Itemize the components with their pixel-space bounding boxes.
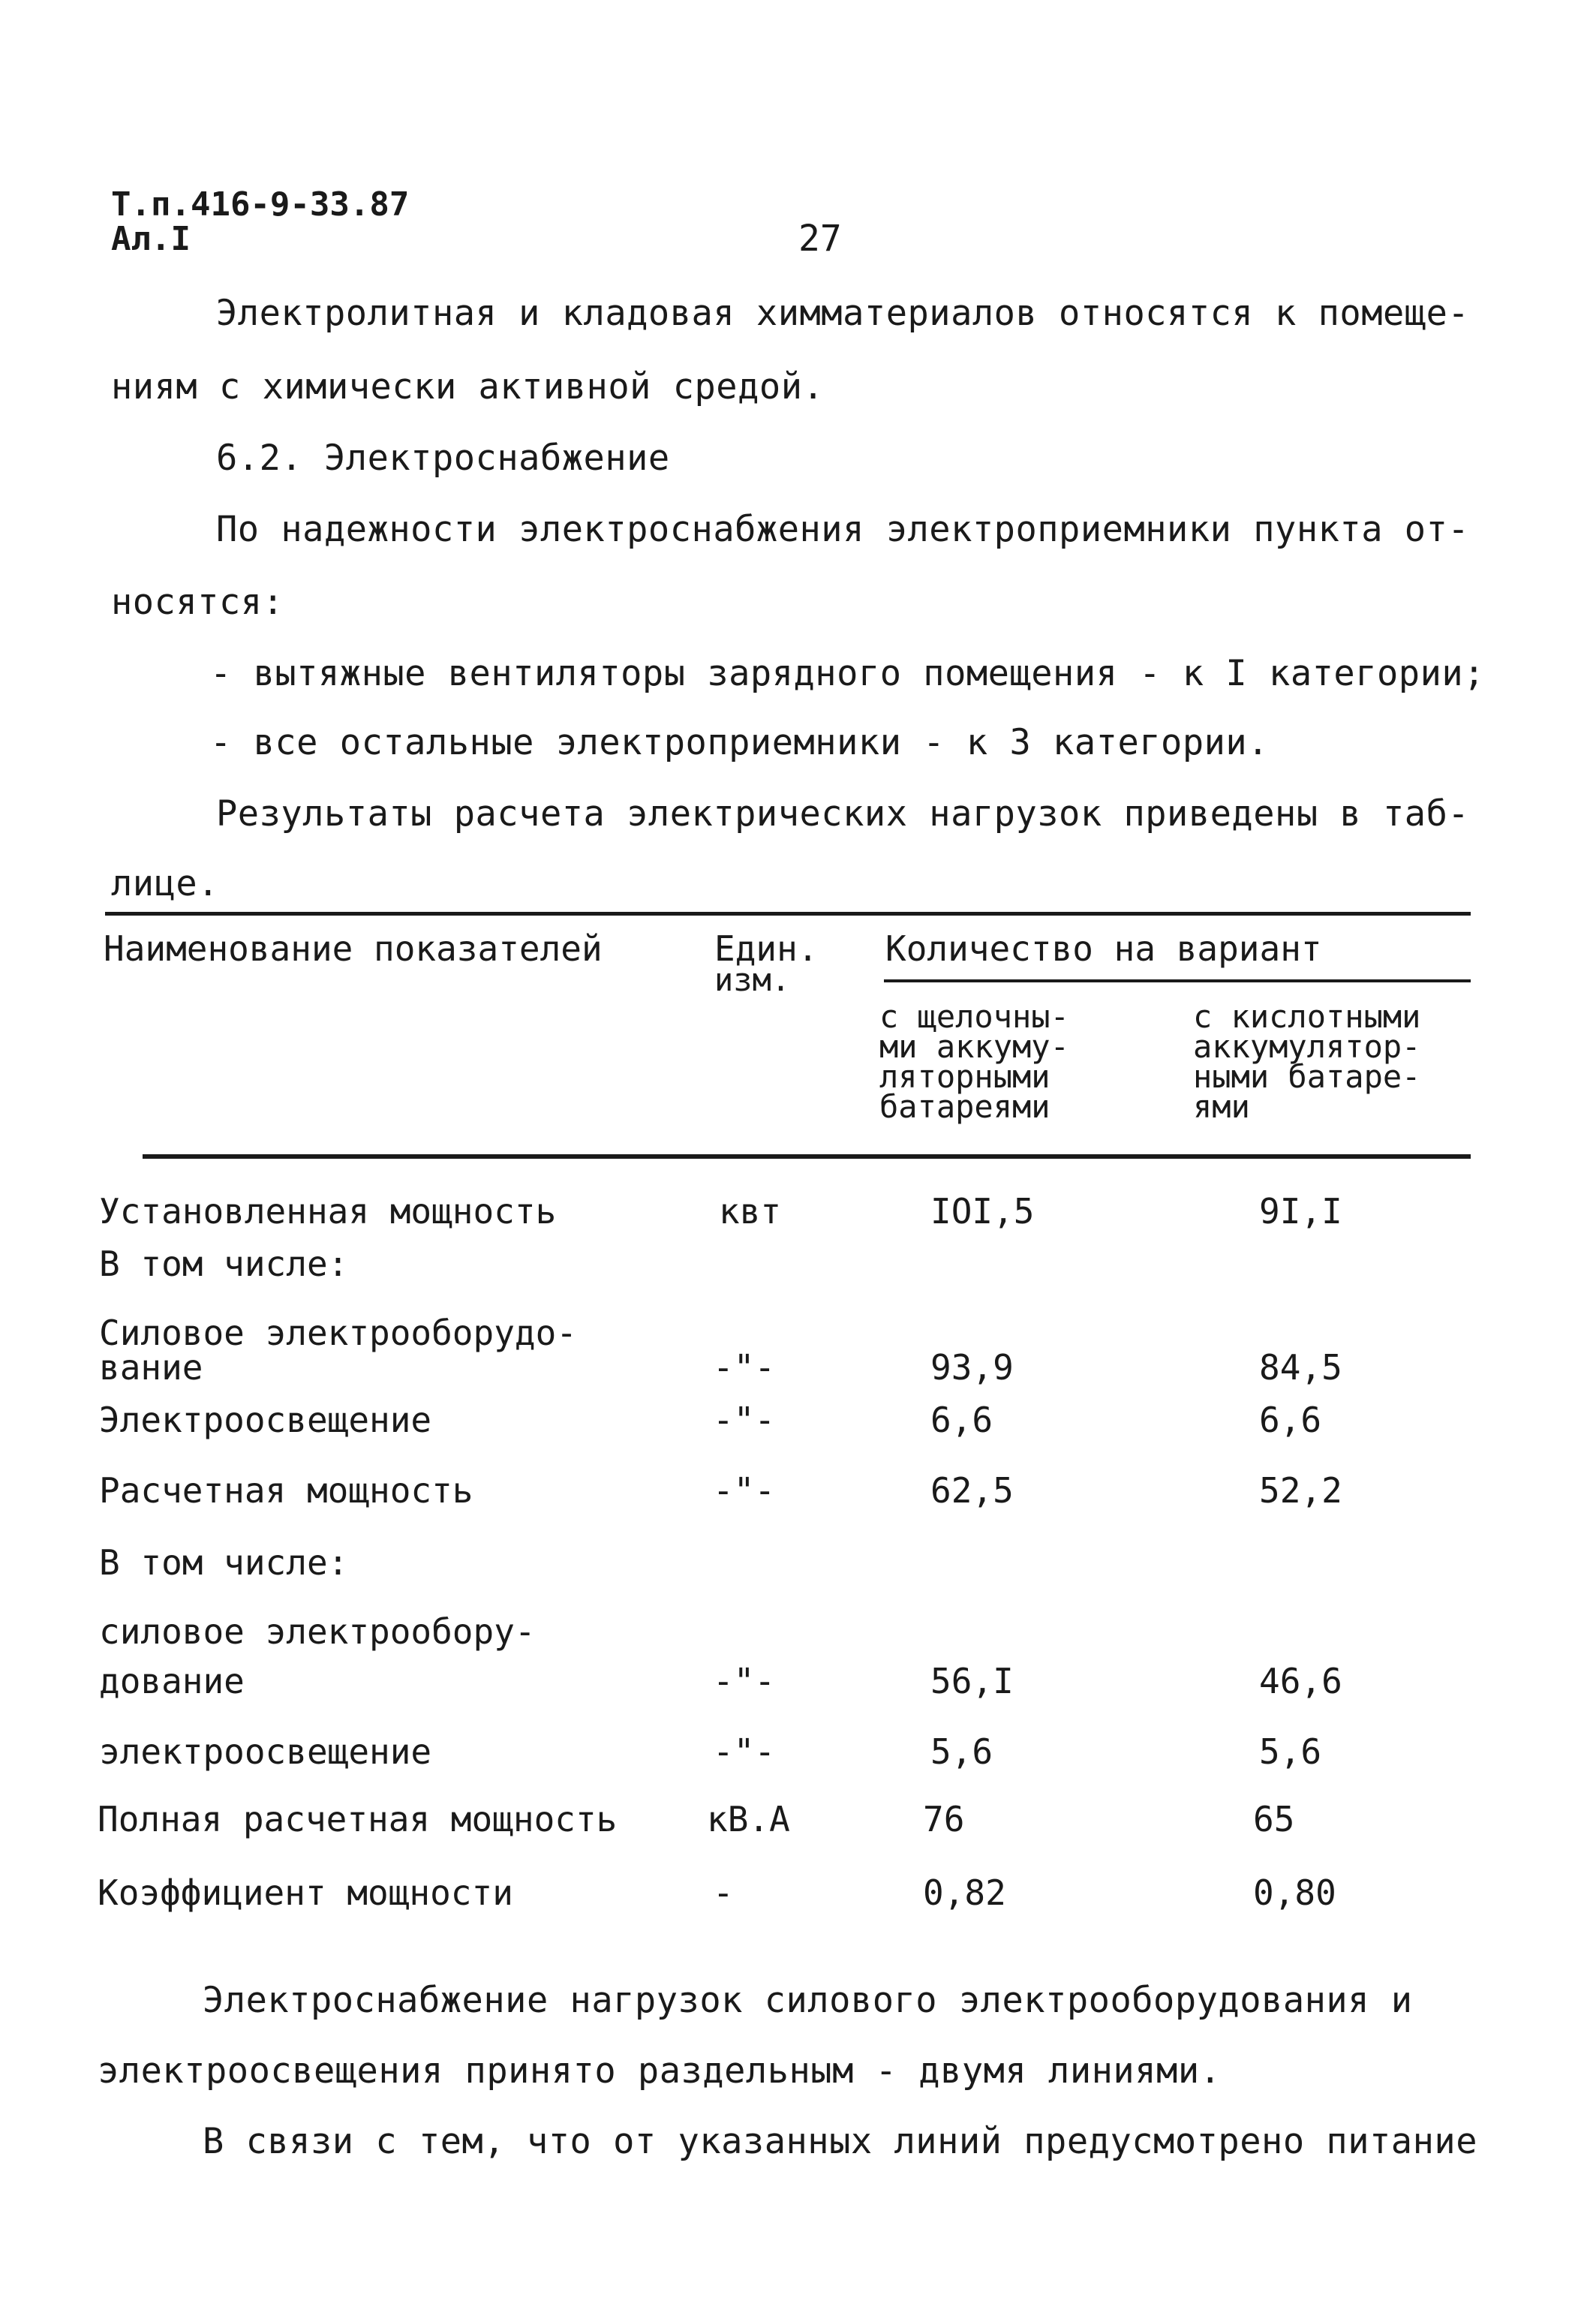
paragraph-line: носятся: xyxy=(111,582,284,623)
table-row-alkaline: 6,6 xyxy=(930,1400,993,1440)
table-row-name: В том числе: xyxy=(99,1244,349,1284)
header-acid-line1: с кислотными xyxy=(1193,998,1421,1035)
table-row-name: Электроосвещение xyxy=(99,1400,432,1440)
table-row-unit: - xyxy=(713,1872,734,1913)
header-quantity: Количество на вариант xyxy=(885,928,1322,969)
page-number: 27 xyxy=(798,218,842,260)
table-row-unit: -"- xyxy=(713,1400,776,1440)
table-row-unit: квт xyxy=(719,1191,782,1232)
header-sub-rule xyxy=(884,979,1471,982)
table-row-name: силовое электрообору- xyxy=(99,1611,536,1652)
header-alkaline-line3: ляторными xyxy=(879,1058,1050,1095)
table-row-acid: 84,5 xyxy=(1259,1347,1342,1388)
header-alkaline-line4: батареями xyxy=(879,1088,1050,1125)
table-row-alkaline: 76 xyxy=(923,1799,965,1839)
table-row-unit: кВ.А xyxy=(707,1799,790,1839)
table-row-alkaline: 62,5 xyxy=(930,1470,1014,1511)
header-acid-line4: ями xyxy=(1193,1088,1250,1125)
table-row-unit: -"- xyxy=(713,1347,776,1388)
doc-code: Т.п.416-9-33.87 xyxy=(111,185,410,224)
table-row-acid: 65 xyxy=(1253,1799,1295,1839)
table-row-name: Установленная мощность xyxy=(99,1191,557,1232)
header-bottom-rule xyxy=(143,1154,1471,1159)
table-row-acid: 0,80 xyxy=(1253,1872,1336,1913)
table-row-name: Полная расчетная мощность xyxy=(98,1799,618,1839)
paragraph-line: В связи с тем, что от указанных линий предусмотрено питание xyxy=(203,2121,1477,2162)
list-item: - все остальные электроприемники - к 3 категории. xyxy=(210,722,1270,763)
paragraph-line: электроосвещения принято раздельным - двумя линиями. xyxy=(98,2050,1222,2092)
table-row-alkaline: 93,9 xyxy=(930,1347,1014,1388)
paragraph-line: Результаты расчета электрических нагрузок приведены в таб- xyxy=(216,793,1470,835)
header-unit-line1: Един. xyxy=(714,928,819,969)
table-row-acid: 52,2 xyxy=(1259,1470,1342,1511)
header-name: Наименование показателей xyxy=(104,928,603,969)
list-item: - вытяжные вентиляторы зарядного помещения - к I категории; xyxy=(210,653,1485,694)
table-row-name: Коэффициент мощности xyxy=(98,1872,513,1913)
table-row-name: электроосвещение xyxy=(99,1731,432,1772)
table-top-rule xyxy=(105,912,1471,916)
table-row-name: дование xyxy=(99,1661,245,1701)
paragraph-line: Электролитная и кладовая химматериалов относятся к помеще- xyxy=(216,293,1470,334)
table-row-name: Силовое электрооборудо- xyxy=(99,1313,577,1353)
table-row-unit: -"- xyxy=(713,1661,776,1701)
paragraph-line: По надежности электроснабжения электроприемники пункта от- xyxy=(216,509,1470,550)
header-acid-line2: аккумулятор- xyxy=(1193,1028,1421,1065)
table-row-alkaline: 0,82 xyxy=(923,1872,1006,1913)
paragraph-line: ниям с химически активной средой. xyxy=(111,366,825,408)
table-row-acid: 6,6 xyxy=(1259,1400,1322,1440)
table-row-acid: 5,6 xyxy=(1259,1731,1322,1772)
table-row-name: вание xyxy=(99,1347,203,1388)
table-row-unit: -"- xyxy=(713,1731,776,1772)
table-row-acid: 9I,I xyxy=(1259,1191,1342,1232)
table-row-unit: -"- xyxy=(713,1470,776,1511)
table-row-acid: 46,6 xyxy=(1259,1661,1342,1701)
header-alkaline-line2: ми аккуму- xyxy=(879,1028,1069,1065)
header-unit-line2: изм. xyxy=(714,961,791,998)
section-heading: 6.2. Электроснабжение xyxy=(216,438,670,479)
table-row-alkaline: 5,6 xyxy=(930,1731,993,1772)
header-alkaline-line1: с щелочны- xyxy=(879,998,1069,1035)
paragraph-line: лице. xyxy=(111,863,219,904)
table-row-alkaline: IOI,5 xyxy=(930,1191,1035,1232)
table-row-alkaline: 56,I xyxy=(930,1661,1014,1701)
paragraph-line: Электроснабжение нагрузок силового электрооборудования и xyxy=(203,1980,1413,2021)
table-row-name: Расчетная мощность xyxy=(99,1470,473,1511)
album-label: Ал.I xyxy=(111,220,191,258)
table-row-name: В том числе: xyxy=(99,1542,349,1583)
header-acid-line3: ными батаре- xyxy=(1193,1058,1421,1095)
